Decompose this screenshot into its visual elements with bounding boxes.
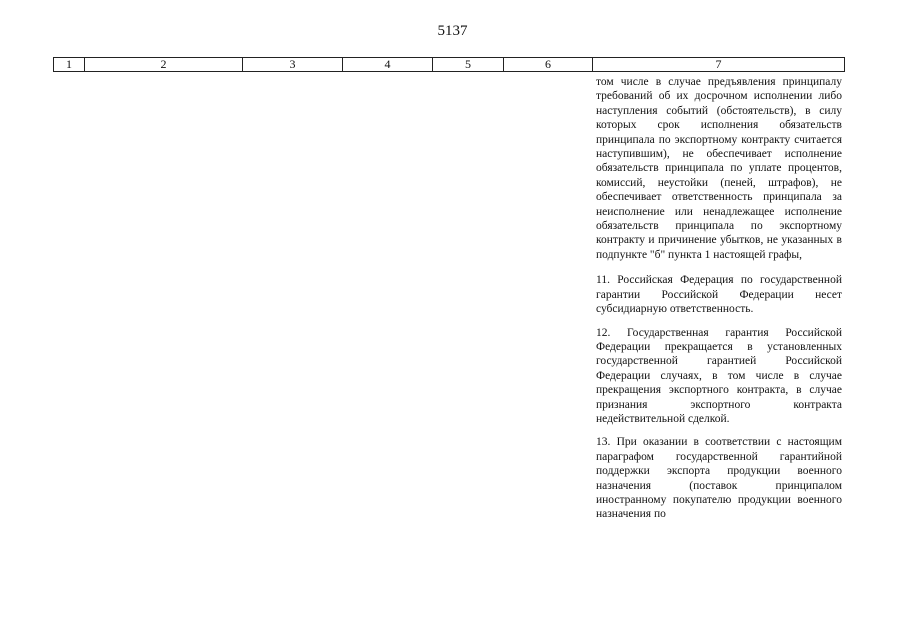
paragraph-continuation: том числе в случае предъявления принципалу требований об их досрочном исполнении либо наступления событий (обстоятельств), в силу которых срок исполнения обязательств принципала по экспортному контракту считается наступившим), не обеспечивает исполнение обязательств принципала по уплате процентов, комиссий, неустойки (пеней, штрафов), не обеспечивает ответственность принципала за неисполнение или ненадлежащее исполнение обязательств принципала по экспортному контракту и причинение убытков, не указанных в подпункте "б" пункта 1 настоящей графы, xyxy=(596,76,842,261)
paragraph-11: 11. Российская Федерация по государственной гарантии Российской Федерации несет субсидиарную ответственность. xyxy=(596,274,842,316)
column-number-6: 6 xyxy=(504,58,593,71)
column-number-7: 7 xyxy=(715,57,722,71)
column-7-text xyxy=(596,75,842,531)
column-number-2: 2 xyxy=(85,58,243,71)
page-number: 5137 xyxy=(437,23,468,39)
paragraph-13: 13. При оказании в соответствии с настоящим параграфом государственной гарантийной поддержки экспорта продукции военного назначения (поставок принципалом иностранному покупателю продукции военного назначения по xyxy=(596,436,842,521)
column-number-4: 4 xyxy=(343,58,433,71)
column-number-1: 1 xyxy=(54,58,85,71)
paragraph-12: 12. Государственная гарантия Российской Федерации прекращается в установленных государственной гарантией Российской Федерации случаях, в том числе в случае прекращения экспортного контракта, в случае признания экспортного контракта недействительной сделкой. xyxy=(596,326,842,425)
table-column-header-row xyxy=(53,57,845,72)
column-number-5: 5 xyxy=(433,58,504,71)
column-number-3: 3 xyxy=(243,58,343,71)
